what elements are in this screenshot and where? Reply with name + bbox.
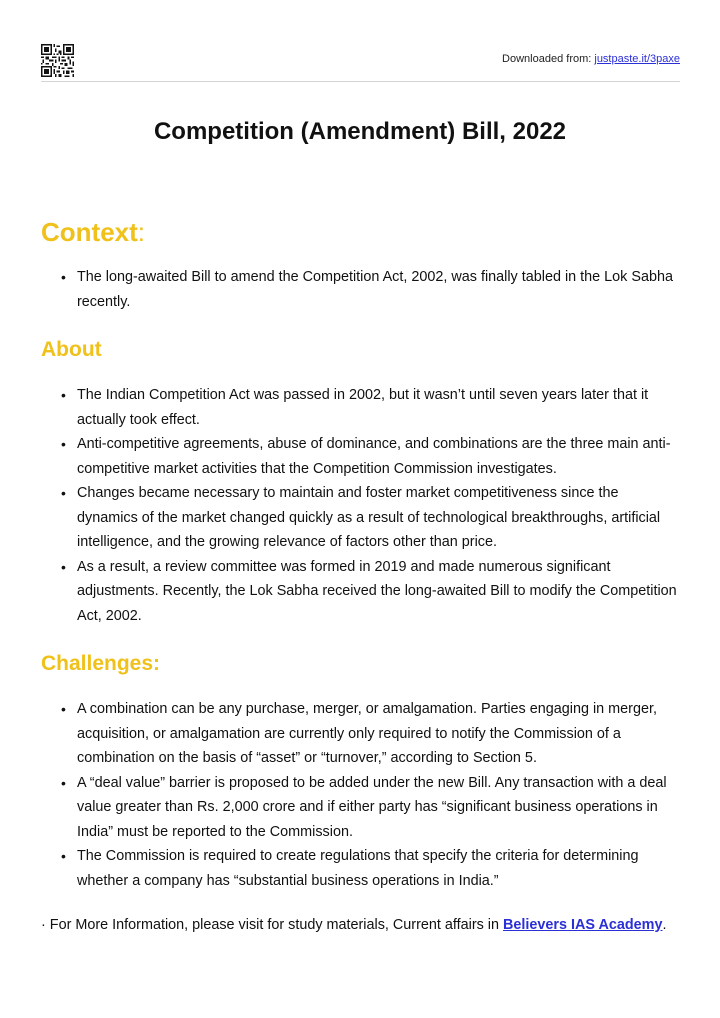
more-info-suffix: . [662,917,667,933]
list-item-text: The Commission is required to create regulations that specify the criteria for determining whether a company has “substantial business operations in India.” [77,848,639,889]
bullet-icon: • [61,848,66,864]
document-body [41,212,681,938]
list-item [41,383,681,432]
list-item-text: A “deal value” barrier is proposed to be added under the new Bill. Any transaction with a deal value greater than Rs. 2,000 crore and if either party has “significant business operations in India” must be reported to the Commission. [77,774,667,840]
bullet-icon: • [61,269,66,285]
challenges-list [41,697,681,893]
list-item-text: As a result, a review committee was formed in 2019 and made numerous significant adjustments. Recently, the Lok Sabha received the long-awaited Bill to modify the Competition Act, 2002. [77,558,677,624]
challenges-heading: Challenges: [41,652,161,675]
source-link[interactable]: justpaste.it/3paxe [594,53,680,65]
context-heading-colon: : [137,217,146,247]
source-prefix: Downloaded from: [502,53,595,65]
source-line [502,53,680,65]
list-item-text: The long-awaited Bill to amend the Competition Act, 2002, was finally tabled in the Lok Sabha recently. [77,269,673,310]
bullet-icon: • [61,436,66,452]
list-item [41,481,681,555]
context-heading-text: Context [41,217,138,247]
header-divider [41,81,680,82]
list-item-text: Anti-competitive agreements, abuse of dominance, and combinations are the three main anti-competitive market activities that the Competition Commission investigates. [77,436,671,477]
bullet-icon: • [61,387,66,403]
bullet-icon: • [61,485,66,501]
list-item-text: Changes became necessary to maintain and foster market competitiveness since the dynamics of the market changed quickly as a result of technological breakthroughs, artificial intelligence, and the growing relevance of factors other than price. [77,485,661,550]
list-item-text: The Indian Competition Act was passed in 2002, but it wasn’t until seven years later that it actually took effect. [77,387,649,428]
list-item [41,697,681,771]
list-item [41,844,681,893]
page-header [41,44,680,82]
list-item [41,432,681,481]
list-item [41,265,681,314]
believers-ias-link[interactable]: Believers IAS Academy [503,917,663,933]
about-list [41,383,681,628]
about-heading: About [41,338,102,361]
page-title: Competition (Amendment) Bill, 2022 [153,118,567,145]
context-list [41,265,681,314]
bullet-icon: • [61,774,66,791]
list-item [41,771,681,845]
qr-code-icon [41,44,74,77]
bullet-icon: • [61,701,66,717]
list-item [41,555,681,629]
bullet-icon: • [61,558,66,575]
list-item-text: A combination can be any purchase, merger, or amalgamation. Parties engaging in merger, acquisition, or amalgamation are currently only required to notify the Commission of a combination on the basis of “asset” or “turnover,” according to Section 5. [77,701,657,766]
context-heading [41,212,681,252]
more-info-note [41,913,681,938]
more-info-text: · For More Information, please visit for study materials, Current affairs in [41,917,503,933]
